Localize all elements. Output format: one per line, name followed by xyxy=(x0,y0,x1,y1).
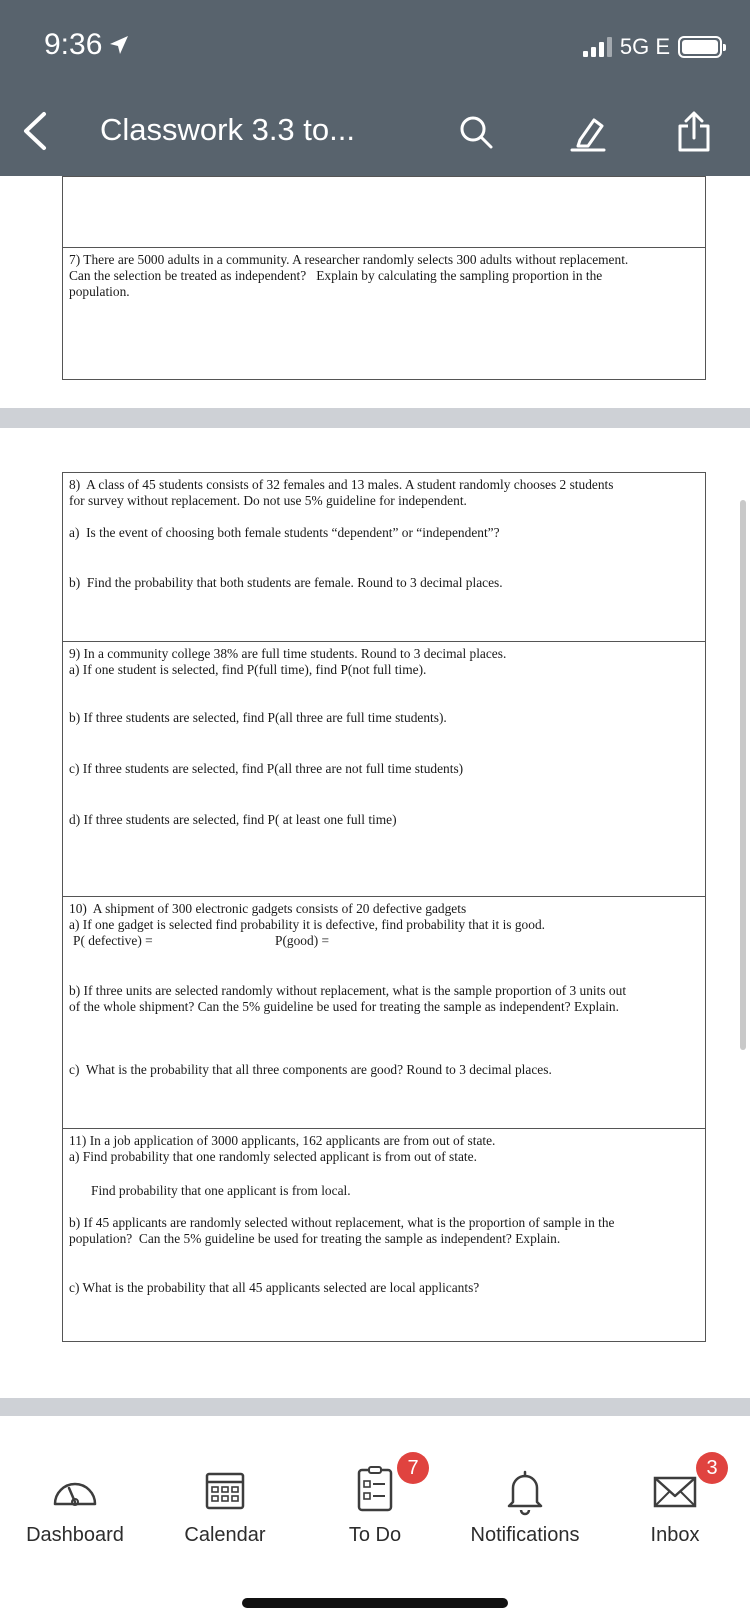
tab-inbox[interactable] xyxy=(600,1457,750,1564)
question-8 xyxy=(63,473,705,641)
q11-line: c) What is the probability that all 45 applicants selected are local applicants? xyxy=(69,1280,480,1295)
tab-todo[interactable] xyxy=(300,1457,450,1564)
bottom-tab-bar xyxy=(0,1416,750,1624)
q11-line: b) If 45 applicants are randomly selected without replacement, what is the proportion of sample in the xyxy=(69,1215,615,1230)
q10-line: b) If three units are selected randomly without replacement, what is the sample proportion of 3 units out xyxy=(69,983,627,998)
nav-bar xyxy=(0,100,750,164)
home-indicator[interactable] xyxy=(242,1598,508,1608)
tab-label: To Do xyxy=(348,1524,402,1546)
document-title: Classwork 3.3 to... xyxy=(100,112,355,147)
previous-question-cell xyxy=(63,177,705,247)
worksheet-page-2 xyxy=(62,472,706,1342)
share-button[interactable] xyxy=(670,108,718,156)
q8-line: 8) A class of 45 students consists of 32 females and 13 males. A student randomly chooses 2 students xyxy=(69,477,614,492)
status-time xyxy=(44,28,130,62)
status-indicators xyxy=(583,34,722,60)
annotate-button[interactable] xyxy=(564,108,612,156)
back-button[interactable] xyxy=(14,106,58,156)
status-time-text: 9:36 xyxy=(44,28,103,61)
q10-line: P( defective) = xyxy=(73,933,153,948)
signal-icon xyxy=(583,37,612,57)
document-viewer[interactable] xyxy=(0,176,750,1416)
share-icon xyxy=(670,108,718,156)
q11-line: a) Find probability that one randomly selected applicant is from out of state. xyxy=(69,1149,477,1164)
question-9 xyxy=(63,641,705,896)
bell-icon xyxy=(497,1464,553,1516)
location-arrow-icon xyxy=(108,34,130,56)
worksheet-page-1 xyxy=(62,176,706,380)
q10-line: c) What is the probability that all three components are good? Round to 3 decimal places. xyxy=(69,1062,552,1077)
q9-line: 9) In a community college 38% are full time students. Round to 3 decimal places. xyxy=(69,646,507,661)
app-header xyxy=(0,0,750,176)
q7-line: 7) There are 5000 adults in a community. A researcher randomly selects 300 adults without replacement. xyxy=(69,252,629,267)
question-11 xyxy=(63,1128,705,1342)
search-icon xyxy=(452,108,500,156)
tab-calendar[interactable] xyxy=(150,1464,300,1564)
dashboard-icon xyxy=(47,1464,103,1516)
q9-line: d) If three students are selected, find P( at least one full time) xyxy=(69,812,397,827)
q8-line: for survey without replacement. Do not use 5% guideline for independent. xyxy=(69,493,467,508)
inbox-badge: 3 xyxy=(696,1452,728,1484)
q11-line: 11) In a job application of 3000 applicants, 162 applicants are from out of state. xyxy=(69,1133,496,1148)
scrollbar[interactable] xyxy=(740,500,746,1050)
q8-line: b) Find the probability that both students are female. Round to 3 decimal places. xyxy=(69,575,503,590)
q9-line: b) If three students are selected, find P(all three are full time students). xyxy=(69,710,447,725)
tab-label: Inbox xyxy=(650,1524,700,1546)
q10-line: a) If one gadget is selected find probability it is defective, find probability that it is good. xyxy=(69,917,545,932)
tab-dashboard[interactable] xyxy=(0,1464,150,1564)
q7-line: population. xyxy=(69,284,130,299)
q8-line: a) Is the event of choosing both female students “dependent” or “independent”? xyxy=(69,525,500,540)
q11-line: Find probability that one applicant is from local. xyxy=(91,1183,351,1198)
q10-line: 10) A shipment of 300 electronic gadgets consists of 20 defective gadgets xyxy=(69,901,467,916)
battery-icon xyxy=(678,36,722,58)
q9-line: c) If three students are selected, find P(all three are not full time students) xyxy=(69,761,464,776)
highlighter-icon xyxy=(564,108,612,156)
tab-notifications[interactable] xyxy=(450,1464,600,1564)
search-button[interactable] xyxy=(452,108,500,156)
question-7 xyxy=(63,247,705,380)
network-label: 5G E xyxy=(619,34,670,59)
tab-label: Dashboard xyxy=(26,1524,124,1546)
q9-line: a) If one student is selected, find P(full time), find P(not full time). xyxy=(69,662,427,677)
q7-line: Can the selection be treated as independent? Explain by calculating the sampling proportion in the xyxy=(69,268,603,283)
page-separator xyxy=(0,408,750,428)
q10-line: P(good) = xyxy=(275,933,330,948)
inbox-icon xyxy=(647,1464,703,1516)
tab-label: Notifications xyxy=(470,1524,580,1546)
todo-badge: 7 xyxy=(397,1452,429,1484)
question-10 xyxy=(63,896,705,1128)
todo-icon xyxy=(347,1464,403,1516)
calendar-icon xyxy=(197,1464,253,1516)
chevron-left-icon xyxy=(14,106,58,156)
q10-line: of the whole shipment? Can the 5% guideline be used for treating the sample as independent? Explain. xyxy=(69,999,619,1014)
q11-line: population? Can the 5% guideline be used for treating the sample as independent? Explain. xyxy=(69,1231,561,1246)
page-separator xyxy=(0,1398,750,1418)
tab-label: Calendar xyxy=(184,1524,266,1546)
